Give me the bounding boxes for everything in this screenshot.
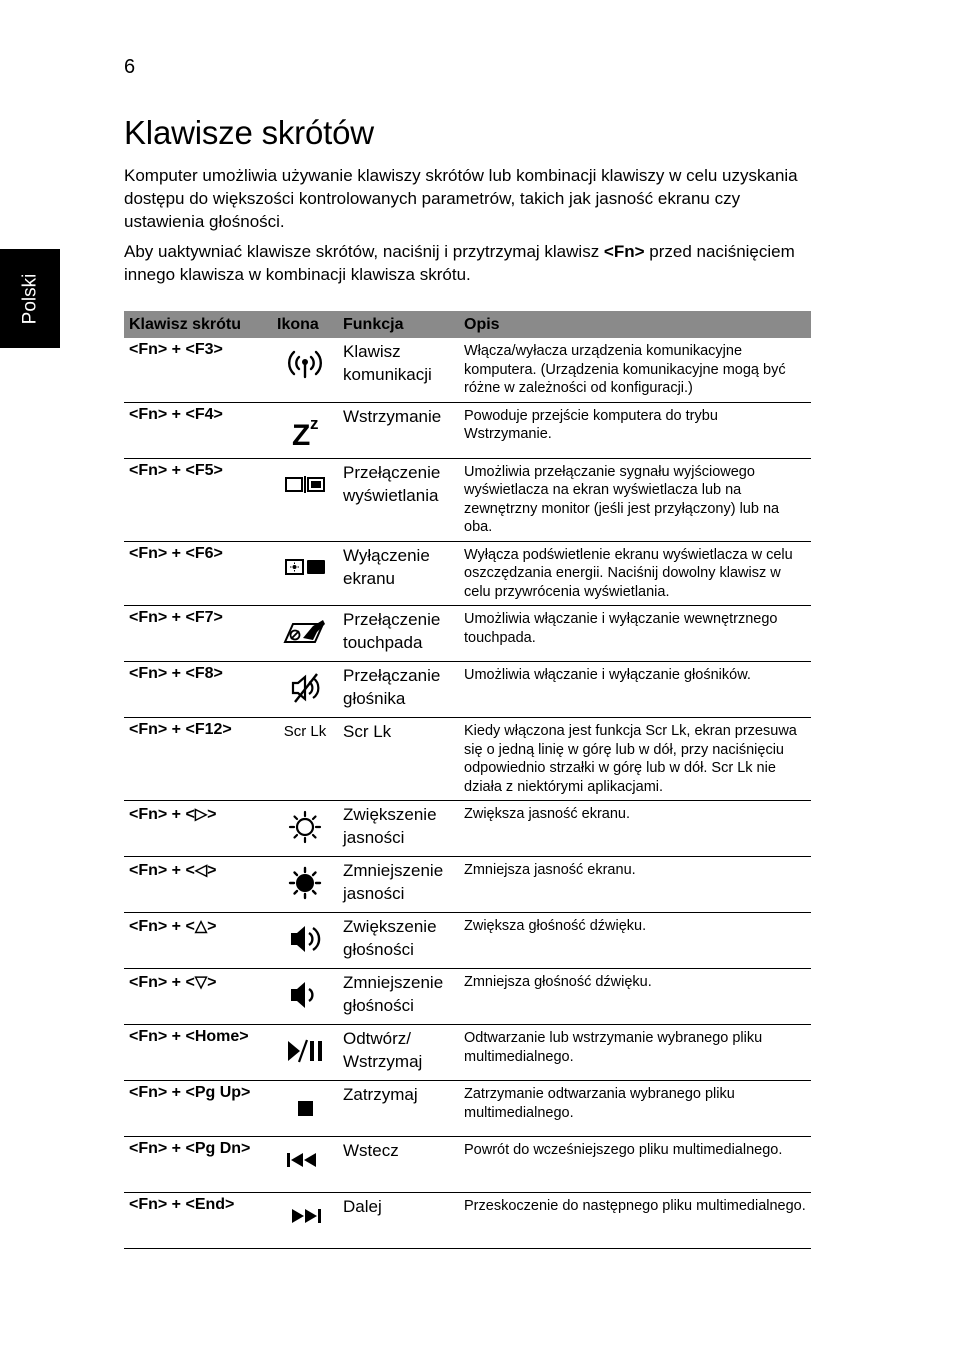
icon-cell (272, 338, 338, 402)
hotkey-cell: <Fn> + <F7> (124, 606, 272, 662)
description-cell: Powoduje przejście komputera do trybu Wstrzymanie. (459, 402, 811, 458)
icon-cell (272, 857, 338, 913)
play-pause-icon (283, 1031, 327, 1071)
scroll-lock-label: Scr Lk (283, 723, 327, 740)
table-row (124, 606, 811, 662)
description-cell: Zmniejsza jasność ekranu. (459, 857, 811, 913)
icon-cell (272, 458, 338, 541)
icon-cell (272, 718, 338, 801)
description-cell: Zwiększa głośność dźwięku. (459, 913, 811, 969)
icon-cell (272, 1137, 338, 1193)
table-row (124, 1081, 811, 1137)
table-row (124, 1193, 811, 1249)
description-cell: Zwiększa jasność ekranu. (459, 801, 811, 857)
table-row (124, 801, 811, 857)
description-cell: Wyłącza podświetlenie ekranu wyświetlacza w celu oszczędzania energii. Naciśnij dowolny klawisz w celu przywrócenia wyświetlania. (459, 541, 811, 606)
description-cell: Umożliwia włączanie i wyłączanie wewnętrznego touchpada. (459, 606, 811, 662)
description-cell: Powrót do wcześniejszego pliku multimedialnego. (459, 1137, 811, 1193)
function-cell: Zmniejszenie głośności (338, 969, 459, 1025)
display-toggle-icon (283, 465, 327, 505)
intro-paragraph: Komputer umożliwia używanie klawiszy skrótów lub kombinacji klawiszy w celu uzyskania dostępu do większości kontrolowanych parametrów, takich jak jasność ekranu czy ustawienia głośności. (124, 166, 798, 231)
description-cell: Kiedy włączona jest funkcja Scr Lk, ekran przesuwa się o jedną linię w górę lub w dół, przy naciśnięciu odpowiednio strzałki w górę lub w dół. Scr Lk nie działa z niektórymi aplikacjami. (459, 718, 811, 801)
fn-key-label: <Fn> (603, 242, 645, 261)
hotkey-cell: <Fn> + <F8> (124, 662, 272, 718)
description-cell: Zatrzymanie odtwarzania wybranego pliku multimedialnego. (459, 1081, 811, 1137)
volume-up-icon (283, 919, 327, 959)
icon-cell (272, 662, 338, 718)
hotkey-cell: <Fn> + <F5> (124, 458, 272, 541)
screen-off-icon (283, 548, 327, 588)
activation-paragraph (124, 240, 814, 286)
description-cell: Włącza/wyłacza urządzenia komunikacyjne komputera. (Urządzenia komunikacyjne mogą być różne w zależności od konfiguracji.) (459, 338, 811, 402)
icon-cell (272, 969, 338, 1025)
hotkey-cell: <Fn> + <Pg Dn> (124, 1137, 272, 1193)
icon-cell (272, 541, 338, 606)
table-row (124, 1137, 811, 1193)
touchpad-toggle-icon (283, 612, 327, 652)
speaker-mute-icon (283, 668, 327, 708)
previous-track-icon (283, 1143, 327, 1177)
table-row (124, 541, 811, 606)
hotkey-cell: <Fn> + <F4> (124, 402, 272, 458)
hotkey-cell: <Fn> + <F3> (124, 338, 272, 402)
table-row (124, 458, 811, 541)
table-row (124, 857, 811, 913)
description-cell: Umożliwia przełączanie sygnału wyjściowego wyświetlacza na ekran wyświetlacza lub na zewnętrzny monitor (jeśli jest przyłączony) lub na oba. (459, 458, 811, 541)
hotkey-cell: <Fn> + <End> (124, 1193, 272, 1249)
hotkeys-table (124, 311, 811, 1249)
hotkey-cell: <Fn> + <▷> (124, 801, 272, 857)
icon-cell (272, 1081, 338, 1137)
hotkey-cell: <Fn> + <◁> (124, 857, 272, 913)
icon-cell (272, 1025, 338, 1081)
table-row (124, 402, 811, 458)
header-icon: Ikona (272, 311, 338, 338)
description-cell: Zmniejsza głośność dźwięku. (459, 969, 811, 1025)
function-cell: Odtwórz/ Wstrzymaj (338, 1025, 459, 1081)
function-cell: Przełączanie głośnika (338, 662, 459, 718)
sleep-icon (283, 409, 327, 449)
wireless-icon (283, 344, 327, 384)
table-row (124, 913, 811, 969)
description-cell: Umożliwia włączanie i wyłączanie głośników. (459, 662, 811, 718)
icon-cell (272, 801, 338, 857)
volume-down-icon (283, 975, 327, 1015)
function-cell: Scr Lk (338, 718, 459, 801)
next-track-icon (283, 1199, 327, 1233)
svg-text:z: z (310, 413, 319, 433)
function-cell: Wstrzymanie (338, 402, 459, 458)
header-description: Opis (459, 311, 811, 338)
table-row (124, 718, 811, 801)
description-cell: Odtwarzanie lub wstrzymanie wybranego pliku multimedialnego. (459, 1025, 811, 1081)
stop-icon (283, 1087, 327, 1121)
svg-text:Z: Z (292, 418, 311, 449)
page-number: 6 (124, 56, 136, 78)
hotkey-cell: <Fn> + <F6> (124, 541, 272, 606)
activation-text-after: przed naciśnięciem innego klawisza w kombinacji klawisza skrótu. (124, 242, 795, 284)
function-cell: Zatrzymaj (338, 1081, 459, 1137)
function-cell: Wyłączenie ekranu (338, 541, 459, 606)
icon-cell (272, 402, 338, 458)
header-hotkey: Klawisz skrótu (124, 311, 272, 338)
function-cell: Dalej (338, 1193, 459, 1249)
brightness-up-icon (283, 807, 327, 847)
table-row (124, 969, 811, 1025)
table-row (124, 338, 811, 402)
function-cell: Zwiększenie głośności (338, 913, 459, 969)
language-label: Polski (19, 273, 40, 324)
function-cell: Przełączenie wyświetlania (338, 458, 459, 541)
icon-cell (272, 1193, 338, 1249)
function-cell: Zmniejszenie jasności (338, 857, 459, 913)
language-side-tab (0, 249, 60, 348)
description-cell: Przeskoczenie do następnego pliku multimedialnego. (459, 1193, 811, 1249)
hotkey-cell: <Fn> + <Home> (124, 1025, 272, 1081)
table-row (124, 1025, 811, 1081)
hotkey-cell: <Fn> + <△> (124, 913, 272, 969)
function-cell: Przełączenie touchpada (338, 606, 459, 662)
table-row (124, 662, 811, 718)
hotkey-cell: <Fn> + <Pg Up> (124, 1081, 272, 1137)
activation-text-before: Aby uaktywniać klawisze skrótów, naciśnij i przytrzymaj klawisz (124, 242, 604, 261)
header-function: Funkcja (338, 311, 459, 338)
icon-cell (272, 606, 338, 662)
function-cell: Zwiększenie jasności (338, 801, 459, 857)
hotkey-cell: <Fn> + <▽> (124, 969, 272, 1025)
function-cell: Klawisz komunikacji (338, 338, 459, 402)
page-title: Klawisze skrótów (124, 114, 374, 151)
hotkey-cell: <Fn> + <F12> (124, 718, 272, 801)
brightness-down-icon (283, 863, 327, 903)
icon-cell (272, 913, 338, 969)
function-cell: Wstecz (338, 1137, 459, 1193)
table-header-row (124, 311, 811, 338)
